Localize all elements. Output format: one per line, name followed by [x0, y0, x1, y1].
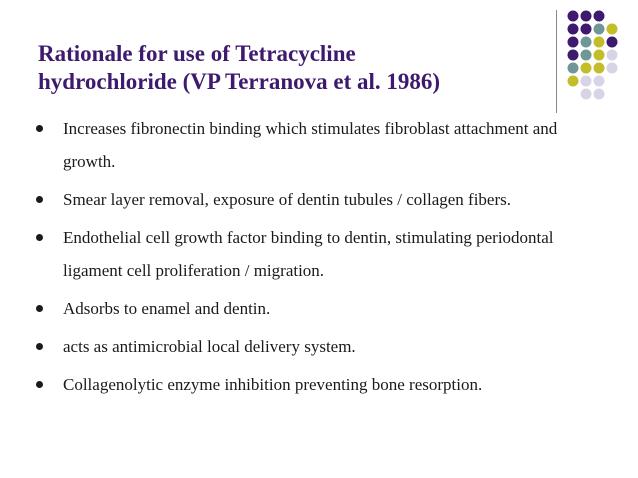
bullet-item	[36, 221, 606, 287]
bullet-icon	[36, 234, 43, 241]
bullet-icon	[36, 381, 43, 388]
bullet-text: Adsorbs to enamel and dentin.	[63, 299, 271, 318]
bullet-text: acts as antimicrobial local delivery system.	[63, 337, 356, 356]
deco-dot	[581, 89, 592, 100]
bullet-item	[36, 368, 606, 401]
bullet-text: Collagenolytic enzyme inhibition preventing bone resorption.	[63, 375, 483, 394]
slide-title	[38, 40, 538, 96]
deco-dot	[581, 24, 592, 35]
bullet-list	[36, 112, 606, 406]
deco-dot	[581, 63, 592, 74]
bullet-text: Increases fibronectin binding which stimulates fibroblast attachment and growth.	[63, 119, 558, 171]
deco-dot	[568, 24, 579, 35]
bullet-text: Endothelial cell growth factor binding to dentin, stimulating periodontal ligament cell proliferation / migration.	[63, 228, 554, 280]
bullet-icon	[36, 125, 43, 132]
deco-dot	[594, 11, 605, 22]
deco-dot	[581, 11, 592, 22]
deco-dot	[568, 37, 579, 48]
bullet-item	[36, 183, 606, 216]
deco-dot	[594, 37, 605, 48]
deco-dot	[607, 50, 618, 61]
slide-title-line-2: hydrochloride (VP Terranova et al. 1986)	[38, 69, 441, 94]
bullet-item	[36, 112, 606, 178]
deco-dot	[594, 50, 605, 61]
bullet-item	[36, 292, 606, 325]
deco-dot	[568, 50, 579, 61]
deco-dot	[607, 24, 618, 35]
deco-dot	[581, 50, 592, 61]
deco-dot	[568, 11, 579, 22]
deco-dot	[594, 76, 605, 87]
slide-title-line-1: Rationale for use of Tetracycline	[38, 41, 356, 66]
vertical-divider	[556, 10, 557, 113]
deco-dot	[581, 37, 592, 48]
deco-dot	[594, 24, 605, 35]
deco-dot	[594, 89, 605, 100]
deco-dot	[568, 63, 579, 74]
bullet-text: Smear layer removal, exposure of dentin tubules / collagen fibers.	[63, 190, 511, 209]
bullet-icon	[36, 305, 43, 312]
deco-dot	[607, 63, 618, 74]
bullet-icon	[36, 343, 43, 350]
deco-dot	[607, 37, 618, 48]
bullet-item	[36, 330, 606, 363]
bullet-icon	[36, 196, 43, 203]
deco-dot	[568, 76, 579, 87]
deco-dot	[594, 63, 605, 74]
deco-dot	[581, 76, 592, 87]
